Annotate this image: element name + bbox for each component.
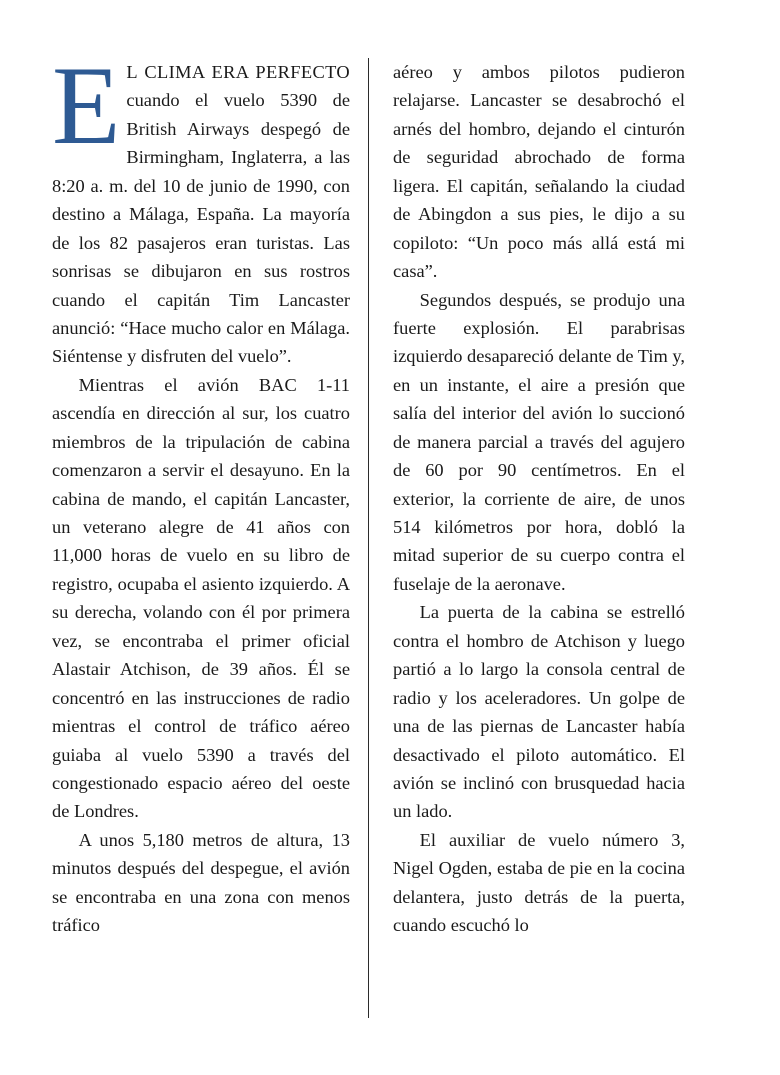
- paragraph-2: Mientras el avión BAC 1-11 ascendía en dirección al sur, los cuatro miembros de la tripulación de cabina comenzaron a servir el desayuno. En la cabina de mando, el capitán Lancaster, un veterano alegre de 41 años con 11,000 horas de vuelo en su libro de registro, ocupaba el asiento izquierdo. A su derecha, volando con él por primera vez, se encontraba el primer oficial Alastair Atchison, de 39 años. Él se concentró en las instrucciones de radio mientras el control de tráfico aéreo guiaba al vuelo 5390 a través del congestionado espacio aéreo del oeste de Londres.: [52, 374, 350, 822]
- paragraph-4: aéreo y ambos pilotos pudieron relajarse. Lancaster se desabrochó el arnés del hombro, dejando el cinturón de seguridad abrochado de forma ligera. El capitán, señalando la ciudad de Abingdon a sus pies, le dijo a su copiloto: “Un poco más allá está mi casa”.: [393, 62, 685, 282]
- paragraph-7: El auxiliar de vuelo número 3, Nigel Ogden, estaba de pie en la cocina delantera, justo detrás de la puerta, cuando escuchó lo: [393, 829, 685, 936]
- paragraph-3: A unos 5,180 metros de altura, 13 minutos después del despegue, el avión se encontraba en una zona con menos tráfico: [52, 829, 350, 936]
- two-column-layout: [52, 44, 728, 1018]
- right-column: [369, 58, 685, 940]
- drop-cap-letter: E: [52, 44, 121, 168]
- small-caps-lead: L CLIMA ERA PERFECTO: [126, 62, 350, 82]
- left-column: [52, 44, 368, 940]
- paragraph-1-body: cuando el vuelo 5390 de British Airways despegó de Birmingham, Inglaterra, a las 8:20 a. m. del 10 de junio de 1990, con destino a Málaga, España. La mayoría de los 82 pasajeros eran turistas. Las sonrisas se dibujaron en sus rostros cuando el capitán Tim Lancaster anunció: “Hace mucho calor en Málaga. Siéntense y disfruten del vuelo”.: [52, 90, 350, 367]
- paragraph-6: La puerta de la cabina se estrelló contra el hombro de Atchison y luego partió a lo largo la consola central de radio y los aceleradores. Un golpe de una de las piernas de Lancaster había desactivado el piloto automático. El avión se inclinó con brusquedad hacia un lado.: [393, 602, 685, 822]
- paragraph-1: [52, 44, 350, 371]
- paragraph-5: Segundos después, se produjo una fuerte explosión. El parabrisas izquierdo desapareció delante de Tim y, en un instante, el aire a presión que salía del interior del avión lo succionó de manera parcial a través del agujero de 60 por 90 centímetros. En el exterior, la corriente de aire, de unos 514 kilómetros por hora, dobló la mitad superior de su cuerpo contra el fuselaje de la aeronave.: [393, 289, 685, 594]
